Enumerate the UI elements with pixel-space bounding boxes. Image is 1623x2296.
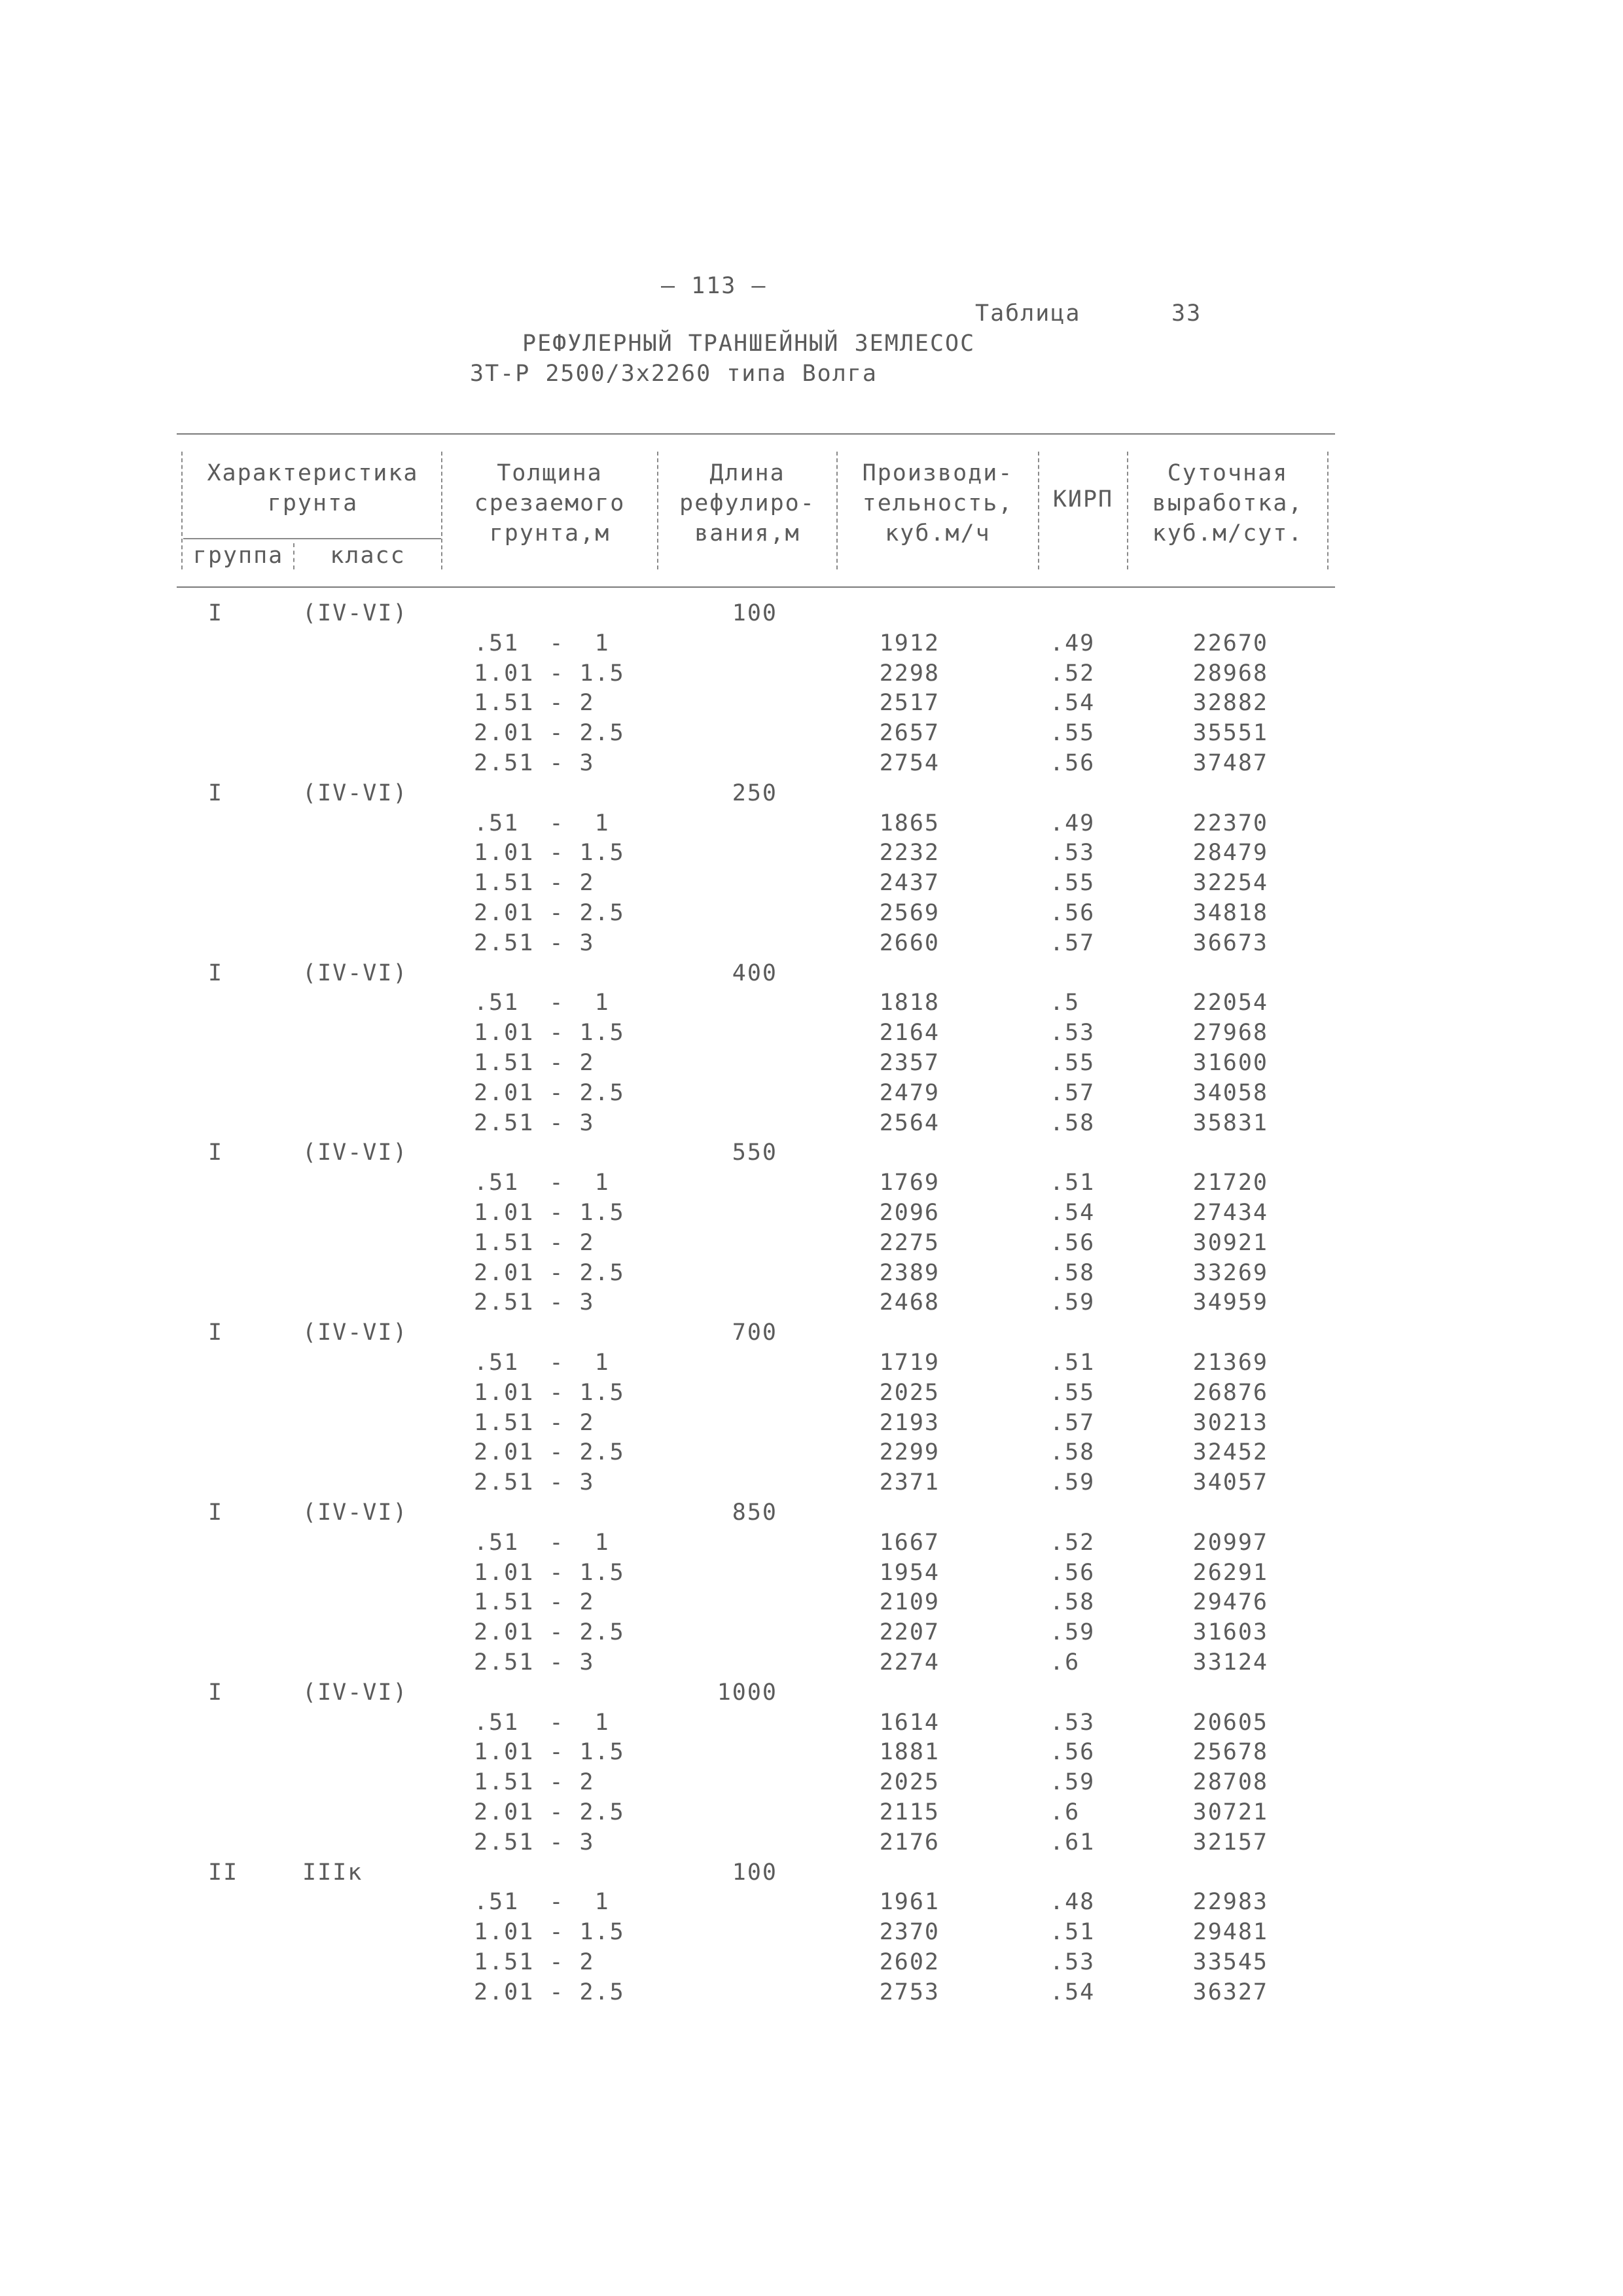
cut-thickness: 2.01 - 2.5 <box>474 720 625 746</box>
daily-output-value: 37487 <box>1192 750 1268 776</box>
table-top-rule <box>177 433 1335 435</box>
cut-thickness: 1.51 - 2 <box>474 1589 595 1615</box>
productivity-value: 2025 <box>879 1769 940 1795</box>
daily-output-value: 31600 <box>1192 1050 1268 1076</box>
daily-output-value: 30721 <box>1192 1799 1268 1825</box>
header-soil: Характеристика грунта <box>207 460 419 516</box>
daily-output-value: 36327 <box>1192 1979 1268 2005</box>
kirp-value: .58 <box>1050 1589 1096 1615</box>
cut-thickness: .51 - 1 <box>474 990 610 1016</box>
kirp-value: .58 <box>1050 1110 1096 1136</box>
kirp-value: .57 <box>1050 1080 1096 1106</box>
productivity-value: 2115 <box>879 1799 940 1825</box>
daily-output-value: 27434 <box>1192 1200 1268 1226</box>
productivity-value: 1818 <box>879 990 940 1016</box>
kirp-value: .6 <box>1050 1649 1080 1676</box>
soil-group: I <box>208 960 224 986</box>
dredging-length: 550 <box>732 1139 777 1166</box>
header-productivity: Производи- тельность, куб.м/ч <box>862 460 1014 547</box>
soil-group: I <box>208 1679 224 1706</box>
subheader-rule <box>183 538 441 539</box>
cut-thickness: 2.01 - 2.5 <box>474 1979 625 2005</box>
cut-thickness: 1.01 - 1.5 <box>474 1919 625 1945</box>
cut-thickness: .51 - 1 <box>474 630 610 656</box>
kirp-value: .5 <box>1050 990 1080 1016</box>
daily-output-value: 26876 <box>1192 1380 1268 1406</box>
productivity-value: 2657 <box>879 720 940 746</box>
productivity-value: 2370 <box>879 1919 940 1945</box>
daily-output-value: 31603 <box>1192 1619 1268 1645</box>
cut-thickness: 1.51 - 2 <box>474 1769 595 1795</box>
col-divider <box>1327 452 1329 569</box>
header-thickness: Толщина срезаемого грунта,м <box>474 460 626 547</box>
soil-class: (IV-VI) <box>302 1319 408 1346</box>
productivity-value: 2207 <box>879 1619 940 1645</box>
col-divider <box>657 452 658 569</box>
cut-thickness: 2.01 - 2.5 <box>474 900 625 926</box>
header-group: группа <box>192 543 284 569</box>
soil-class: IIIк <box>302 1859 363 1886</box>
kirp-value: .57 <box>1050 1410 1096 1436</box>
productivity-value: 2564 <box>879 1110 940 1136</box>
kirp-value: .56 <box>1050 1560 1096 1586</box>
productivity-value: 1614 <box>879 1710 940 1736</box>
cut-thickness: .51 - 1 <box>474 1710 610 1736</box>
daily-output-value: 20605 <box>1192 1710 1268 1736</box>
cut-thickness: 2.51 - 3 <box>474 1829 595 1856</box>
productivity-value: 1912 <box>879 630 940 656</box>
kirp-value: .55 <box>1050 1050 1096 1076</box>
kirp-value: .55 <box>1050 870 1096 896</box>
dredging-length: 400 <box>732 960 777 986</box>
productivity-value: 2096 <box>879 1200 940 1226</box>
productivity-value: 2389 <box>879 1260 940 1286</box>
productivity-value: 2371 <box>879 1469 940 1496</box>
productivity-value: 2569 <box>879 900 940 926</box>
dredging-length: 250 <box>732 780 777 806</box>
soil-class: (IV-VI) <box>302 1499 408 1526</box>
cut-thickness: 1.51 - 2 <box>474 1410 595 1436</box>
kirp-value: .48 <box>1050 1889 1096 1915</box>
soil-class: (IV-VI) <box>302 960 408 986</box>
daily-output-value: 34058 <box>1192 1080 1268 1106</box>
table-title: РЕФУЛЕРНЫЙ ТРАНШЕЙНЫЙ ЗЕМЛЕСОС <box>522 331 976 357</box>
dredging-length: 700 <box>732 1319 777 1346</box>
kirp-value: .53 <box>1050 1710 1096 1736</box>
daily-output-value: 22983 <box>1192 1889 1268 1915</box>
daily-output-value: 25678 <box>1192 1739 1268 1765</box>
kirp-value: .54 <box>1050 690 1096 716</box>
daily-output-value: 33124 <box>1192 1649 1268 1676</box>
daily-output-value: 28479 <box>1192 840 1268 866</box>
cut-thickness: 2.01 - 2.5 <box>474 1260 625 1286</box>
daily-output-value: 26291 <box>1192 1560 1268 1586</box>
daily-output-value: 30213 <box>1192 1410 1268 1436</box>
kirp-value: .56 <box>1050 900 1096 926</box>
daily-output-value: 28708 <box>1192 1769 1268 1795</box>
col-divider <box>293 543 294 569</box>
soil-group: I <box>208 1139 224 1166</box>
daily-output-value: 35551 <box>1192 720 1268 746</box>
productivity-value: 2437 <box>879 870 940 896</box>
header-length: Длина рефулиро- вания,м <box>679 460 815 547</box>
daily-output-value: 29476 <box>1192 1589 1268 1615</box>
kirp-value: .59 <box>1050 1289 1096 1316</box>
kirp-value: .59 <box>1050 1619 1096 1645</box>
dredging-length: 850 <box>732 1499 777 1526</box>
productivity-value: 2164 <box>879 1020 940 1046</box>
daily-output-value: 32254 <box>1192 870 1268 896</box>
daily-output-value: 30921 <box>1192 1230 1268 1256</box>
daily-output-value: 29481 <box>1192 1919 1268 1945</box>
productivity-value: 2517 <box>879 690 940 716</box>
daily-output-value: 33545 <box>1192 1949 1268 1975</box>
daily-output-value: 28968 <box>1192 660 1268 687</box>
kirp-value: .59 <box>1050 1769 1096 1795</box>
daily-output-value: 22670 <box>1192 630 1268 656</box>
productivity-value: 1881 <box>879 1739 940 1765</box>
cut-thickness: .51 - 1 <box>474 1350 610 1376</box>
table-number: 33 <box>1171 300 1202 327</box>
kirp-value: .51 <box>1050 1919 1096 1945</box>
cut-thickness: .51 - 1 <box>474 1170 610 1196</box>
col-divider <box>836 452 838 569</box>
productivity-value: 2660 <box>879 930 940 956</box>
cut-thickness: 1.51 - 2 <box>474 1230 595 1256</box>
productivity-value: 2479 <box>879 1080 940 1106</box>
cut-thickness: 1.01 - 1.5 <box>474 1739 625 1765</box>
productivity-value: 1865 <box>879 810 940 836</box>
kirp-value: .56 <box>1050 1230 1096 1256</box>
table-label: Таблица <box>975 300 1081 327</box>
cut-thickness: 2.01 - 2.5 <box>474 1080 625 1106</box>
daily-output-value: 32452 <box>1192 1439 1268 1465</box>
productivity-value: 2176 <box>879 1829 940 1856</box>
productivity-value: 2602 <box>879 1949 940 1975</box>
cut-thickness: 2.51 - 3 <box>474 1649 595 1676</box>
kirp-value: .52 <box>1050 660 1096 687</box>
productivity-value: 2298 <box>879 660 940 687</box>
daily-output-value: 36673 <box>1192 930 1268 956</box>
daily-output-value: 34057 <box>1192 1469 1268 1496</box>
kirp-value: .59 <box>1050 1469 1096 1496</box>
kirp-value: .53 <box>1050 1949 1096 1975</box>
cut-thickness: .51 - 1 <box>474 1530 610 1556</box>
cut-thickness: 1.51 - 2 <box>474 1949 595 1975</box>
soil-group: I <box>208 1499 224 1526</box>
cut-thickness: 1.01 - 1.5 <box>474 840 625 866</box>
productivity-value: 1769 <box>879 1170 940 1196</box>
productivity-value: 2232 <box>879 840 940 866</box>
cut-thickness: .51 - 1 <box>474 1889 610 1915</box>
kirp-value: .55 <box>1050 1380 1096 1406</box>
daily-output-value: 27968 <box>1192 1020 1268 1046</box>
kirp-value: .57 <box>1050 930 1096 956</box>
cut-thickness: 2.51 - 3 <box>474 750 595 776</box>
dredging-length: 100 <box>732 1859 777 1886</box>
productivity-value: 1954 <box>879 1560 940 1586</box>
cut-thickness: 1.01 - 1.5 <box>474 1560 625 1586</box>
cut-thickness: 1.51 - 2 <box>474 690 595 716</box>
header-kirp: КИРП <box>1052 486 1114 512</box>
daily-output-value: 34959 <box>1192 1289 1268 1316</box>
col-divider <box>441 452 442 569</box>
cut-thickness: 2.51 - 3 <box>474 1469 595 1496</box>
kirp-value: .55 <box>1050 720 1096 746</box>
productivity-value: 1719 <box>879 1350 940 1376</box>
kirp-value: .58 <box>1050 1260 1096 1286</box>
cut-thickness: 1.01 - 1.5 <box>474 1380 625 1406</box>
daily-output-value: 22370 <box>1192 810 1268 836</box>
cut-thickness: 1.01 - 1.5 <box>474 1200 625 1226</box>
kirp-value: .58 <box>1050 1439 1096 1465</box>
cut-thickness: 2.01 - 2.5 <box>474 1439 625 1465</box>
productivity-value: 2357 <box>879 1050 940 1076</box>
productivity-value: 2468 <box>879 1289 940 1316</box>
daily-output-value: 21720 <box>1192 1170 1268 1196</box>
productivity-value: 2275 <box>879 1230 940 1256</box>
col-divider <box>1038 452 1039 569</box>
kirp-value: .6 <box>1050 1799 1080 1825</box>
cut-thickness: 2.01 - 2.5 <box>474 1799 625 1825</box>
productivity-value: 2753 <box>879 1979 940 2005</box>
col-divider <box>181 452 183 569</box>
cut-thickness: 1.01 - 1.5 <box>474 660 625 687</box>
table-subtitle: ЗТ-Р 2500/3х2260 типа Волга <box>470 361 878 387</box>
soil-group: I <box>208 600 224 626</box>
soil-group: II <box>208 1859 239 1886</box>
kirp-value: .52 <box>1050 1530 1096 1556</box>
daily-output-value: 21369 <box>1192 1350 1268 1376</box>
productivity-value: 1667 <box>879 1530 940 1556</box>
cut-thickness: 1.01 - 1.5 <box>474 1020 625 1046</box>
kirp-value: .54 <box>1050 1979 1096 2005</box>
header-class: класс <box>330 543 406 569</box>
soil-class: (IV-VI) <box>302 780 408 806</box>
daily-output-value: 34818 <box>1192 900 1268 926</box>
kirp-value: .51 <box>1050 1350 1096 1376</box>
cut-thickness: 2.51 - 3 <box>474 1289 595 1316</box>
kirp-value: .53 <box>1050 840 1096 866</box>
soil-class: (IV-VI) <box>302 1139 408 1166</box>
kirp-value: .53 <box>1050 1020 1096 1046</box>
productivity-value: 2109 <box>879 1589 940 1615</box>
productivity-value: 2754 <box>879 750 940 776</box>
soil-group: I <box>208 780 224 806</box>
soil-class: (IV-VI) <box>302 1679 408 1706</box>
dredging-length: 1000 <box>717 1679 777 1706</box>
header-daily: Суточная выработка, куб.м/сут. <box>1152 460 1304 547</box>
kirp-value: .54 <box>1050 1200 1096 1226</box>
kirp-value: .61 <box>1050 1829 1096 1856</box>
daily-output-value: 22054 <box>1192 990 1268 1016</box>
kirp-value: .49 <box>1050 630 1096 656</box>
daily-output-value: 20997 <box>1192 1530 1268 1556</box>
daily-output-value: 32882 <box>1192 690 1268 716</box>
soil-class: (IV-VI) <box>302 600 408 626</box>
kirp-value: .51 <box>1050 1170 1096 1196</box>
dredging-length: 100 <box>732 600 777 626</box>
page-number: – 113 – <box>661 273 767 299</box>
daily-output-value: 35831 <box>1192 1110 1268 1136</box>
kirp-value: .56 <box>1050 1739 1096 1765</box>
productivity-value: 2193 <box>879 1410 940 1436</box>
cut-thickness: .51 - 1 <box>474 810 610 836</box>
cut-thickness: 2.51 - 3 <box>474 930 595 956</box>
daily-output-value: 33269 <box>1192 1260 1268 1286</box>
productivity-value: 2274 <box>879 1649 940 1676</box>
productivity-value: 1961 <box>879 1889 940 1915</box>
cut-thickness: 2.01 - 2.5 <box>474 1619 625 1645</box>
kirp-value: .49 <box>1050 810 1096 836</box>
cut-thickness: 1.51 - 2 <box>474 870 595 896</box>
cut-thickness: 2.51 - 3 <box>474 1110 595 1136</box>
kirp-value: .56 <box>1050 750 1096 776</box>
daily-output-value: 32157 <box>1192 1829 1268 1856</box>
productivity-value: 2025 <box>879 1380 940 1406</box>
soil-group: I <box>208 1319 224 1346</box>
productivity-value: 2299 <box>879 1439 940 1465</box>
table-header-bottom-rule <box>177 586 1335 588</box>
cut-thickness: 1.51 - 2 <box>474 1050 595 1076</box>
col-divider <box>1127 452 1128 569</box>
